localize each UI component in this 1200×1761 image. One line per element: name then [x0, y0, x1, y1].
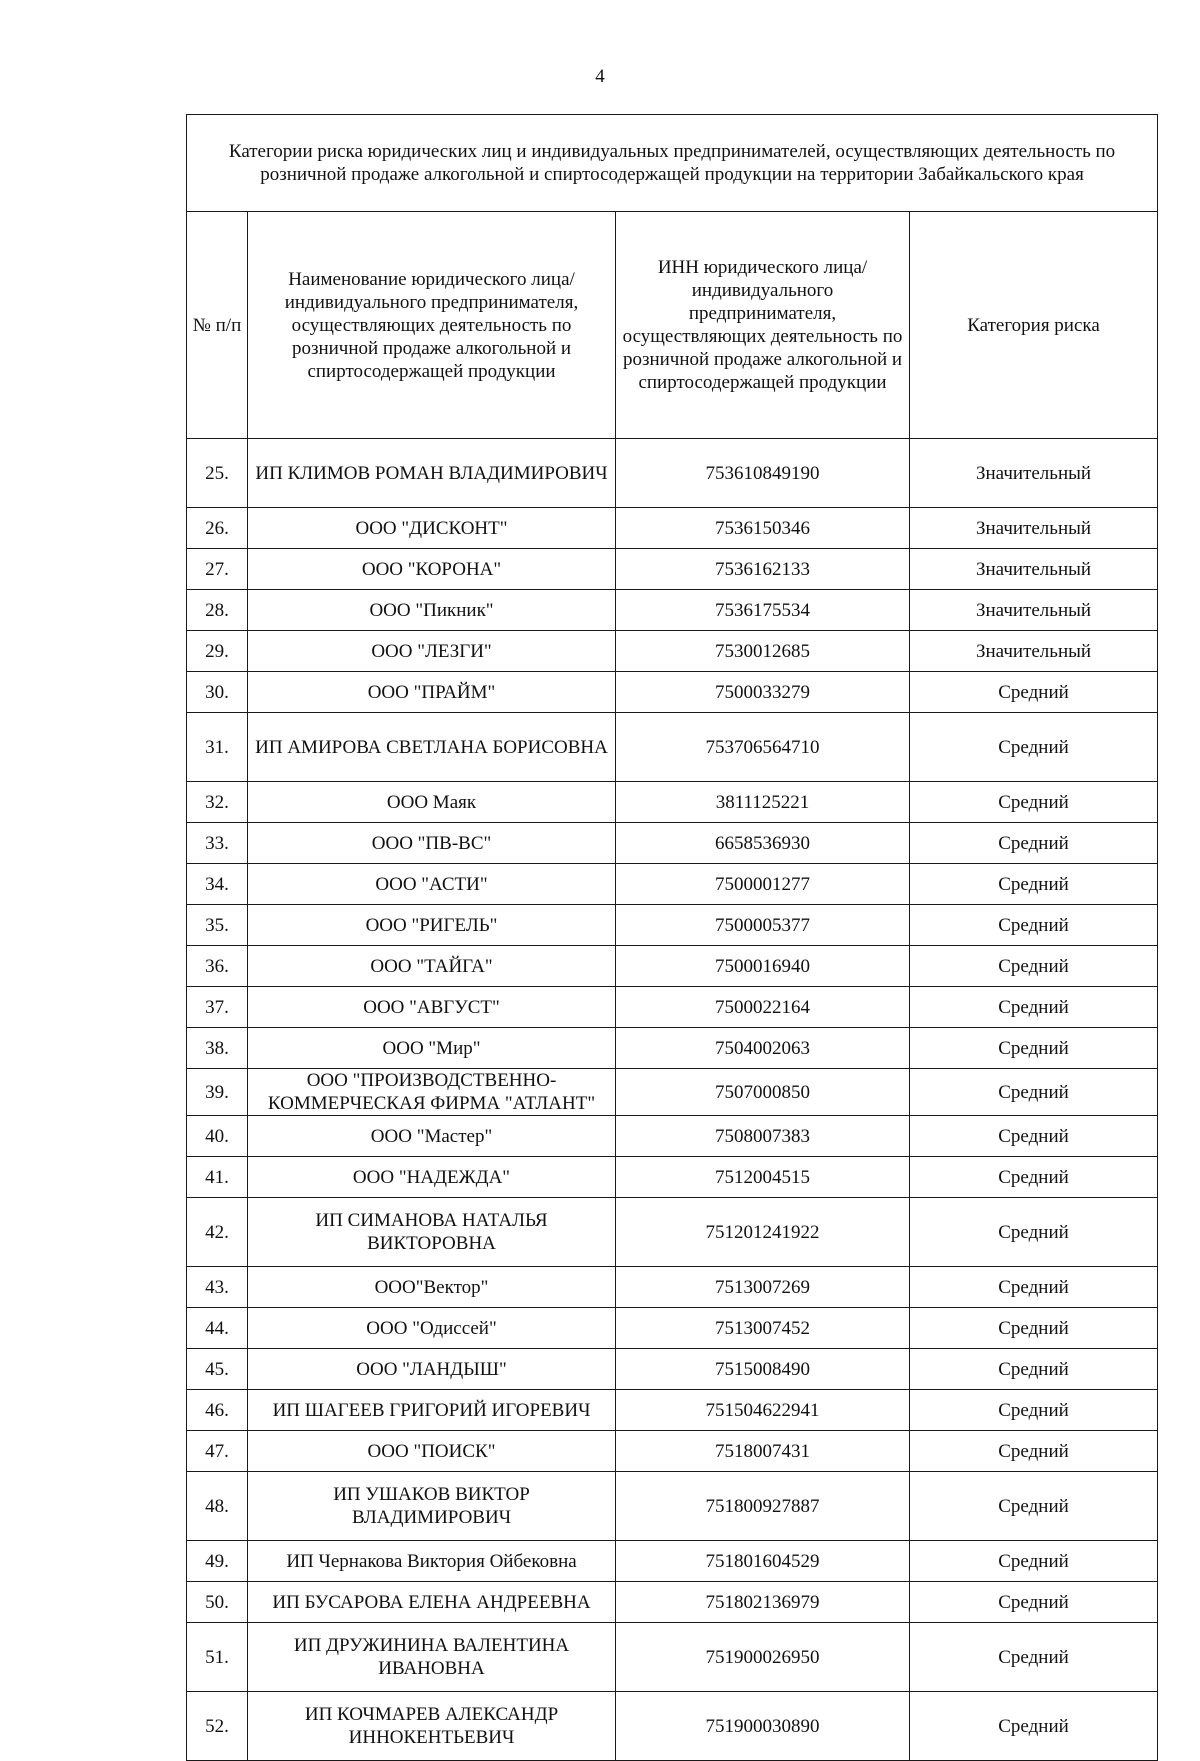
- row-risk-category: Значительный: [910, 590, 1158, 631]
- row-entity-name: ИП КОЧМАРЕВ АЛЕКСАНДР ИННОКЕНТЬЕВИЧ: [248, 1692, 616, 1761]
- row-number: 33.: [187, 823, 248, 864]
- row-risk-category: Средний: [910, 1472, 1158, 1541]
- row-entity-name: ИП ДРУЖИНИНА ВАЛЕНТИНА ИВАНОВНА: [248, 1623, 616, 1692]
- row-inn: 751800927887: [616, 1472, 910, 1541]
- row-risk-category: Средний: [910, 782, 1158, 823]
- row-number: 28.: [187, 590, 248, 631]
- row-number: 43.: [187, 1267, 248, 1308]
- header-num: № п/п: [187, 212, 248, 439]
- row-entity-name: ИП ШАГЕЕВ ГРИГОРИЙ ИГОРЕВИЧ: [248, 1390, 616, 1431]
- row-number: 36.: [187, 946, 248, 987]
- row-risk-category: Средний: [910, 1308, 1158, 1349]
- row-inn: 3811125221: [616, 782, 910, 823]
- row-inn: 7500033279: [616, 672, 910, 713]
- row-number: 47.: [187, 1431, 248, 1472]
- row-risk-category: Средний: [910, 1390, 1158, 1431]
- row-entity-name: ИП БУСАРОВА ЕЛЕНА АНДРЕЕВНА: [248, 1582, 616, 1623]
- row-number: 32.: [187, 782, 248, 823]
- row-inn: 753610849190: [616, 439, 910, 508]
- row-number: 52.: [187, 1692, 248, 1761]
- row-entity-name: ООО "ПВ-ВС": [248, 823, 616, 864]
- table-title-row: [187, 115, 1158, 212]
- row-risk-category: Средний: [910, 1116, 1158, 1157]
- row-entity-name: ООО "РИГЕЛЬ": [248, 905, 616, 946]
- row-entity-name: ООО "ТАЙГА": [248, 946, 616, 987]
- row-risk-category: Средний: [910, 905, 1158, 946]
- row-entity-name: ООО "ПРАЙМ": [248, 672, 616, 713]
- table-row: [187, 1267, 1158, 1308]
- row-number: 37.: [187, 987, 248, 1028]
- row-risk-category: Средний: [910, 1069, 1158, 1116]
- table-row: [187, 823, 1158, 864]
- table-row: [187, 1157, 1158, 1198]
- row-risk-category: Средний: [910, 1541, 1158, 1582]
- page-number: 4: [595, 66, 605, 87]
- row-number: 27.: [187, 549, 248, 590]
- row-number: 31.: [187, 713, 248, 782]
- row-risk-category: Средний: [910, 864, 1158, 905]
- row-entity-name: ООО "ЛАНДЫШ": [248, 1349, 616, 1390]
- row-entity-name: ООО "Пикник": [248, 590, 616, 631]
- header-inn: ИНН юридического лица/индивидуального предпринимателя, осуществляющих деятельность по розничной продаже алкогольной и спиртосодержащей продукции: [616, 212, 910, 439]
- row-inn: 7500001277: [616, 864, 910, 905]
- row-inn: 751801604529: [616, 1541, 910, 1582]
- row-inn: 7536150346: [616, 508, 910, 549]
- table-row: [187, 1431, 1158, 1472]
- row-inn: 751900030890: [616, 1692, 910, 1761]
- row-entity-name: ООО "КОРОНА": [248, 549, 616, 590]
- row-inn: 751900026950: [616, 1623, 910, 1692]
- row-risk-category: Средний: [910, 1623, 1158, 1692]
- row-inn: 7513007452: [616, 1308, 910, 1349]
- row-inn: 751802136979: [616, 1582, 910, 1623]
- row-number: 41.: [187, 1157, 248, 1198]
- row-number: 30.: [187, 672, 248, 713]
- row-entity-name: ООО"Вектор": [248, 1267, 616, 1308]
- row-number: 40.: [187, 1116, 248, 1157]
- row-risk-category: Значительный: [910, 508, 1158, 549]
- row-number: 44.: [187, 1308, 248, 1349]
- row-number: 38.: [187, 1028, 248, 1069]
- table-row: [187, 713, 1158, 782]
- table-title: Категории риска юридических лиц и индивидуальных предпринимателей, осуществляющих деятельность по розничной продаже алкогольной и спиртосодержащей продукции на территории Забайкальского края: [187, 115, 1158, 212]
- row-number: 51.: [187, 1623, 248, 1692]
- row-inn: 7513007269: [616, 1267, 910, 1308]
- row-entity-name: ООО "ПРОИЗВОДСТВЕННО-КОММЕРЧЕСКАЯ ФИРМА "АТЛАНТ": [248, 1069, 616, 1116]
- table-row: [187, 631, 1158, 672]
- row-entity-name: ИП Чернакова Виктория Ойбековна: [248, 1541, 616, 1582]
- row-number: 48.: [187, 1472, 248, 1541]
- table-row: [187, 439, 1158, 508]
- row-risk-category: Средний: [910, 1349, 1158, 1390]
- row-inn: 7504002063: [616, 1028, 910, 1069]
- table-row: [187, 672, 1158, 713]
- row-risk-category: Средний: [910, 1692, 1158, 1761]
- row-inn: 6658536930: [616, 823, 910, 864]
- row-risk-category: Средний: [910, 672, 1158, 713]
- row-entity-name: ООО "ДИСКОНТ": [248, 508, 616, 549]
- row-number: 45.: [187, 1349, 248, 1390]
- row-number: 49.: [187, 1541, 248, 1582]
- row-entity-name: ООО Маяк: [248, 782, 616, 823]
- row-inn: 7500022164: [616, 987, 910, 1028]
- row-inn: 7500005377: [616, 905, 910, 946]
- row-entity-name: ООО "ПОИСК": [248, 1431, 616, 1472]
- row-entity-name: ИП КЛИМОВ РОМАН ВЛАДИМИРОВИЧ: [248, 439, 616, 508]
- table-row: [187, 864, 1158, 905]
- row-number: 29.: [187, 631, 248, 672]
- table-row: [187, 1472, 1158, 1541]
- table-row: [187, 782, 1158, 823]
- row-entity-name: ООО "ЛЕЗГИ": [248, 631, 616, 672]
- row-risk-category: Средний: [910, 1198, 1158, 1267]
- table-row: [187, 1349, 1158, 1390]
- row-risk-category: Значительный: [910, 439, 1158, 508]
- row-inn: 751201241922: [616, 1198, 910, 1267]
- row-inn: 753706564710: [616, 713, 910, 782]
- row-number: 39.: [187, 1069, 248, 1116]
- table-row: [187, 1069, 1158, 1116]
- table-row: [187, 946, 1158, 987]
- row-risk-category: Средний: [910, 946, 1158, 987]
- row-entity-name: ООО "Мир": [248, 1028, 616, 1069]
- row-inn: 7530012685: [616, 631, 910, 672]
- row-entity-name: ИП АМИРОВА СВЕТЛАНА БОРИСОВНА: [248, 713, 616, 782]
- row-inn: 7515008490: [616, 1349, 910, 1390]
- table-row: [187, 1198, 1158, 1267]
- row-inn: 751504622941: [616, 1390, 910, 1431]
- row-risk-category: Средний: [910, 1431, 1158, 1472]
- table-row: [187, 1308, 1158, 1349]
- table-row: [187, 1028, 1158, 1069]
- header-risk: Категория риска: [910, 212, 1158, 439]
- row-risk-category: Средний: [910, 1267, 1158, 1308]
- row-risk-category: Значительный: [910, 631, 1158, 672]
- row-inn: 7518007431: [616, 1431, 910, 1472]
- row-entity-name: ООО "НАДЕЖДА": [248, 1157, 616, 1198]
- row-risk-category: Значительный: [910, 549, 1158, 590]
- row-inn: 7500016940: [616, 946, 910, 987]
- row-risk-category: Средний: [910, 713, 1158, 782]
- row-number: 26.: [187, 508, 248, 549]
- row-number: 42.: [187, 1198, 248, 1267]
- table-row: [187, 1582, 1158, 1623]
- table-row: [187, 1541, 1158, 1582]
- row-risk-category: Средний: [910, 1582, 1158, 1623]
- row-risk-category: Средний: [910, 1157, 1158, 1198]
- row-entity-name: ИП УШАКОВ ВИКТОР ВЛАДИМИРОВИЧ: [248, 1472, 616, 1541]
- row-number: 34.: [187, 864, 248, 905]
- row-inn: 7512004515: [616, 1157, 910, 1198]
- table-row: [187, 905, 1158, 946]
- table-row: [187, 508, 1158, 549]
- row-risk-category: Средний: [910, 1028, 1158, 1069]
- row-risk-category: Средний: [910, 823, 1158, 864]
- row-entity-name: ООО "АВГУСТ": [248, 987, 616, 1028]
- table-row: [187, 590, 1158, 631]
- row-entity-name: ООО "АСТИ": [248, 864, 616, 905]
- table-header-row: [187, 212, 1158, 439]
- row-number: 25.: [187, 439, 248, 508]
- row-number: 46.: [187, 1390, 248, 1431]
- table-row: [187, 1623, 1158, 1692]
- table-row: [187, 549, 1158, 590]
- row-inn: 7536175534: [616, 590, 910, 631]
- row-inn: 7508007383: [616, 1116, 910, 1157]
- row-entity-name: ООО "Одиссей": [248, 1308, 616, 1349]
- risk-category-table: [186, 114, 1158, 1761]
- row-inn: 7507000850: [616, 1069, 910, 1116]
- row-number: 35.: [187, 905, 248, 946]
- header-name: Наименование юридического лица/индивидуального предпринимателя, осуществляющих деятельность по розничной продаже алкогольной и спиртосодержащей продукции: [248, 212, 616, 439]
- table-row: [187, 1116, 1158, 1157]
- row-inn: 7536162133: [616, 549, 910, 590]
- row-entity-name: ООО "Мастер": [248, 1116, 616, 1157]
- table-row: [187, 987, 1158, 1028]
- table-row: [187, 1692, 1158, 1761]
- row-entity-name: ИП СИМАНОВА НАТАЛЬЯ ВИКТОРОВНА: [248, 1198, 616, 1267]
- row-risk-category: Средний: [910, 987, 1158, 1028]
- row-number: 50.: [187, 1582, 248, 1623]
- table-row: [187, 1390, 1158, 1431]
